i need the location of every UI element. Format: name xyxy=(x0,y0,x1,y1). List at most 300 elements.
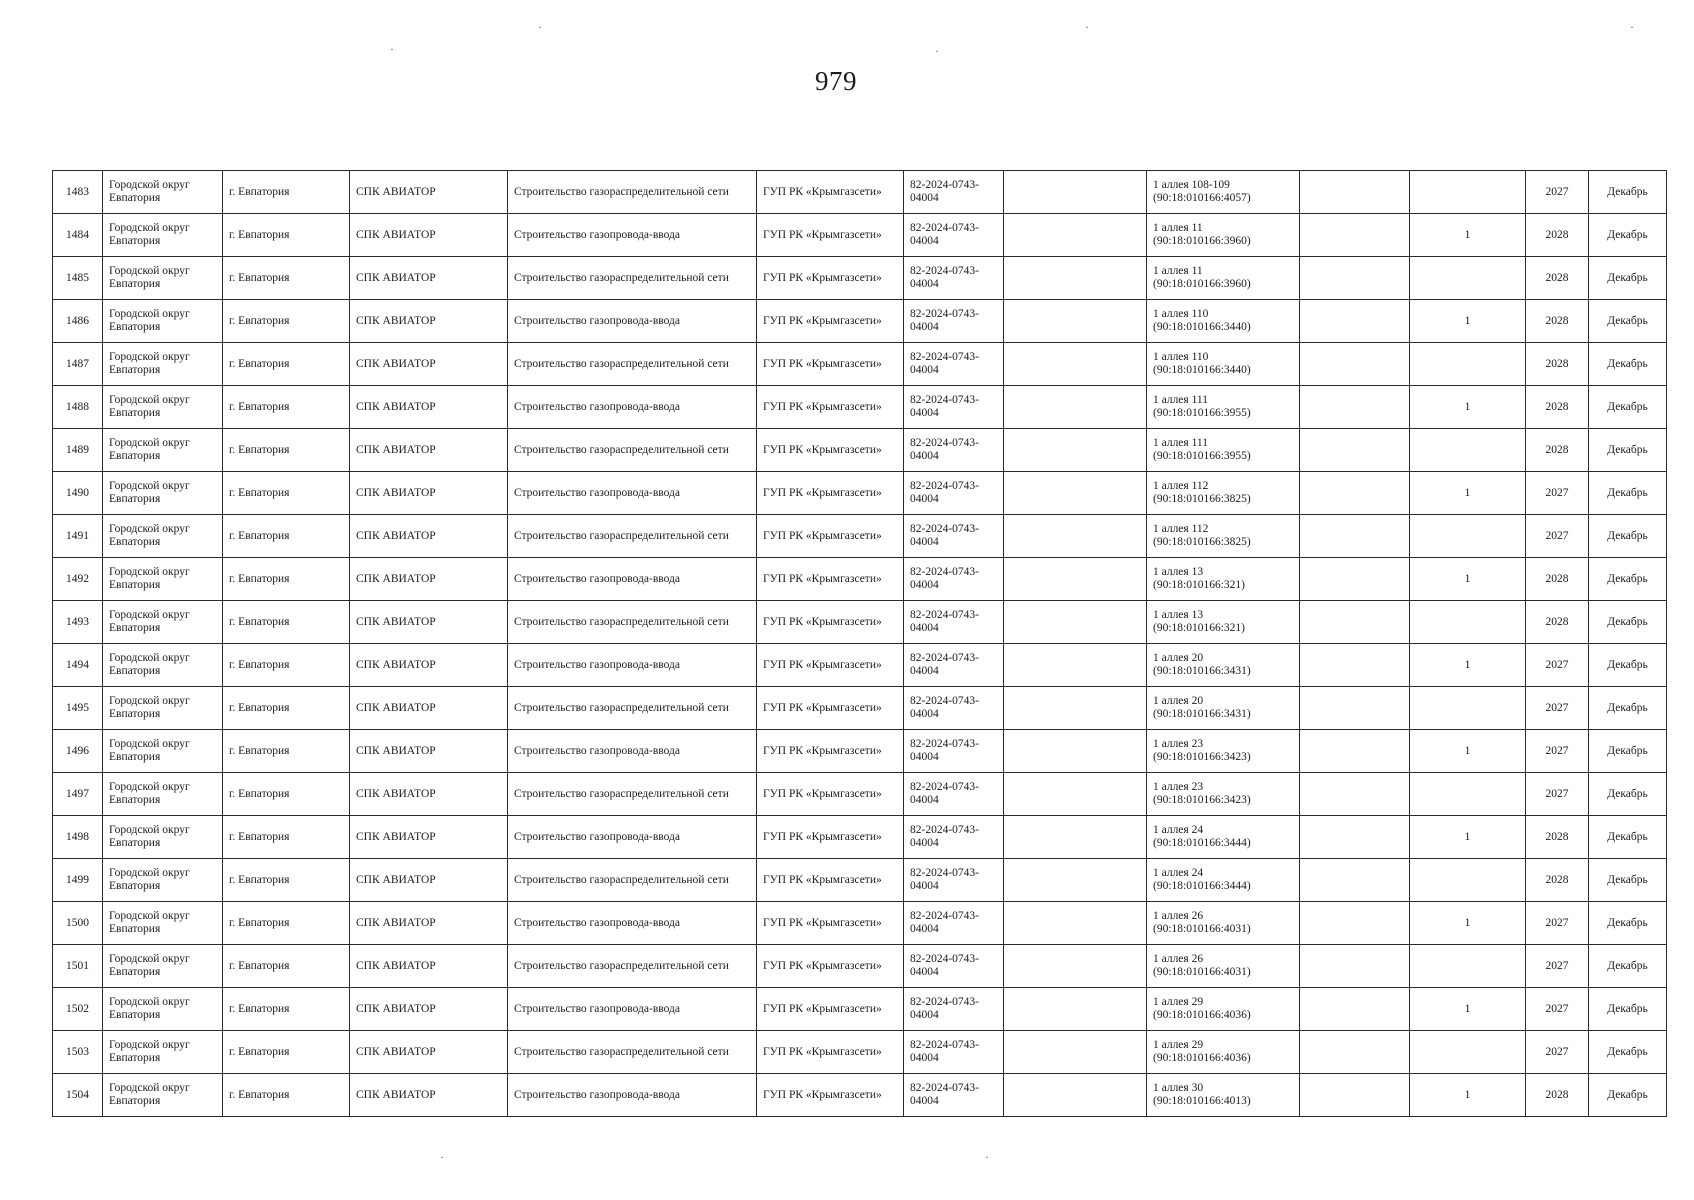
year-cell: 2027 xyxy=(1526,644,1589,687)
work-type-cell: Строительство газораспределительной сети xyxy=(508,343,757,386)
program-code-cell: 82-2024-0743-04004 xyxy=(904,601,1004,644)
address-cell: 1 аллея 20 (90:18:010166:3431) xyxy=(1147,687,1300,730)
month-cell: Декабрь xyxy=(1589,859,1667,902)
row-number: 1488 xyxy=(53,386,103,429)
city-cell: г. Евпатория xyxy=(223,171,350,214)
program-code-cell: 82-2024-0743-04004 xyxy=(904,730,1004,773)
table-row xyxy=(53,1074,1667,1117)
address-cell: 1 аллея 111 (90:18:010166:3955) xyxy=(1147,429,1300,472)
empty-cell xyxy=(1004,343,1147,386)
row-number: 1492 xyxy=(53,558,103,601)
month-cell: Декабрь xyxy=(1589,902,1667,945)
operator-cell: ГУП РК «Крымгазсети» xyxy=(757,644,904,687)
table-row xyxy=(53,601,1667,644)
empty-cell xyxy=(1300,601,1410,644)
address-cell: 1 аллея 26 (90:18:010166:4031) xyxy=(1147,945,1300,988)
operator-cell: ГУП РК «Крымгазсети» xyxy=(757,687,904,730)
work-type-cell: Строительство газопровода-ввода xyxy=(508,988,757,1031)
operator-cell: ГУП РК «Крымгазсети» xyxy=(757,601,904,644)
empty-cell xyxy=(1300,343,1410,386)
scan-speck: · xyxy=(1085,20,1089,34)
program-code-cell: 82-2024-0743-04004 xyxy=(904,1074,1004,1117)
operator-cell: ГУП РК «Крымгазсети» xyxy=(757,945,904,988)
city-cell: г. Евпатория xyxy=(223,472,350,515)
year-cell: 2028 xyxy=(1526,257,1589,300)
quantity-cell: 1 xyxy=(1410,300,1526,343)
work-type-cell: Строительство газопровода-ввода xyxy=(508,1074,757,1117)
scan-speck: · xyxy=(538,20,542,34)
empty-cell xyxy=(1004,773,1147,816)
year-cell: 2027 xyxy=(1526,902,1589,945)
empty-cell xyxy=(1300,945,1410,988)
operator-cell: ГУП РК «Крымгазсети» xyxy=(757,343,904,386)
table-row xyxy=(53,773,1667,816)
month-cell: Декабрь xyxy=(1589,171,1667,214)
empty-cell xyxy=(1004,515,1147,558)
district-cell: Городской округ Евпатория xyxy=(103,601,223,644)
row-number: 1504 xyxy=(53,1074,103,1117)
district-cell: Городской округ Евпатория xyxy=(103,386,223,429)
program-code-cell: 82-2024-0743-04004 xyxy=(904,429,1004,472)
empty-cell xyxy=(1300,644,1410,687)
district-cell: Городской округ Евпатория xyxy=(103,300,223,343)
organization-cell: СПК АВИАТОР xyxy=(350,945,508,988)
empty-cell xyxy=(1300,171,1410,214)
year-cell: 2027 xyxy=(1526,945,1589,988)
work-type-cell: Строительство газопровода-ввода xyxy=(508,902,757,945)
work-type-cell: Строительство газопровода-ввода xyxy=(508,214,757,257)
address-cell: 1 аллея 24 (90:18:010166:3444) xyxy=(1147,816,1300,859)
district-cell: Городской округ Евпатория xyxy=(103,1031,223,1074)
empty-cell xyxy=(1300,1031,1410,1074)
district-cell: Городской округ Евпатория xyxy=(103,859,223,902)
address-cell: 1 аллея 30 (90:18:010166:4013) xyxy=(1147,1074,1300,1117)
row-number: 1486 xyxy=(53,300,103,343)
operator-cell: ГУП РК «Крымгазсети» xyxy=(757,988,904,1031)
city-cell: г. Евпатория xyxy=(223,558,350,601)
month-cell: Декабрь xyxy=(1589,945,1667,988)
quantity-cell xyxy=(1410,1031,1526,1074)
empty-cell xyxy=(1300,386,1410,429)
empty-cell xyxy=(1004,601,1147,644)
table-row xyxy=(53,644,1667,687)
year-cell: 2027 xyxy=(1526,515,1589,558)
row-number: 1502 xyxy=(53,988,103,1031)
organization-cell: СПК АВИАТОР xyxy=(350,429,508,472)
operator-cell: ГУП РК «Крымгазсети» xyxy=(757,429,904,472)
district-cell: Городской округ Евпатория xyxy=(103,257,223,300)
empty-cell xyxy=(1300,300,1410,343)
empty-cell xyxy=(1300,902,1410,945)
year-cell: 2028 xyxy=(1526,300,1589,343)
organization-cell: СПК АВИАТОР xyxy=(350,515,508,558)
program-code-cell: 82-2024-0743-04004 xyxy=(904,644,1004,687)
year-cell: 2027 xyxy=(1526,1031,1589,1074)
quantity-cell: 1 xyxy=(1410,386,1526,429)
district-cell: Городской округ Евпатория xyxy=(103,515,223,558)
empty-cell xyxy=(1300,730,1410,773)
empty-cell xyxy=(1300,859,1410,902)
year-cell: 2027 xyxy=(1526,773,1589,816)
scan-speck: · xyxy=(985,1150,989,1164)
district-cell: Городской округ Евпатория xyxy=(103,429,223,472)
empty-cell xyxy=(1004,816,1147,859)
work-type-cell: Строительство газораспределительной сети xyxy=(508,1031,757,1074)
address-cell: 1 аллея 11 (90:18:010166:3960) xyxy=(1147,257,1300,300)
quantity-cell: 1 xyxy=(1410,558,1526,601)
operator-cell: ГУП РК «Крымгазсети» xyxy=(757,257,904,300)
row-number: 1497 xyxy=(53,773,103,816)
empty-cell xyxy=(1004,257,1147,300)
year-cell: 2028 xyxy=(1526,558,1589,601)
quantity-cell xyxy=(1410,171,1526,214)
empty-cell xyxy=(1004,429,1147,472)
address-cell: 1 аллея 108-109 (90:18:010166:4057) xyxy=(1147,171,1300,214)
year-cell: 2027 xyxy=(1526,730,1589,773)
district-cell: Городской округ Евпатория xyxy=(103,171,223,214)
work-type-cell: Строительство газопровода-ввода xyxy=(508,472,757,515)
month-cell: Декабрь xyxy=(1589,816,1667,859)
program-code-cell: 82-2024-0743-04004 xyxy=(904,257,1004,300)
organization-cell: СПК АВИАТОР xyxy=(350,300,508,343)
district-cell: Городской округ Евпатория xyxy=(103,730,223,773)
address-cell: 1 аллея 29 (90:18:010166:4036) xyxy=(1147,1031,1300,1074)
quantity-cell xyxy=(1410,257,1526,300)
operator-cell: ГУП РК «Крымгазсети» xyxy=(757,515,904,558)
row-number: 1483 xyxy=(53,171,103,214)
operator-cell: ГУП РК «Крымгазсети» xyxy=(757,859,904,902)
address-cell: 1 аллея 26 (90:18:010166:4031) xyxy=(1147,902,1300,945)
district-cell: Городской округ Евпатория xyxy=(103,472,223,515)
quantity-cell: 1 xyxy=(1410,902,1526,945)
district-cell: Городской округ Евпатория xyxy=(103,773,223,816)
empty-cell xyxy=(1300,1074,1410,1117)
organization-cell: СПК АВИАТОР xyxy=(350,859,508,902)
address-cell: 1 аллея 110 (90:18:010166:3440) xyxy=(1147,300,1300,343)
year-cell: 2028 xyxy=(1526,386,1589,429)
organization-cell: СПК АВИАТОР xyxy=(350,601,508,644)
address-cell: 1 аллея 13 (90:18:010166:321) xyxy=(1147,558,1300,601)
operator-cell: ГУП РК «Крымгазсети» xyxy=(757,472,904,515)
empty-cell xyxy=(1300,816,1410,859)
quantity-cell xyxy=(1410,859,1526,902)
row-number: 1500 xyxy=(53,902,103,945)
organization-cell: СПК АВИАТОР xyxy=(350,773,508,816)
program-code-cell: 82-2024-0743-04004 xyxy=(904,171,1004,214)
empty-cell xyxy=(1004,902,1147,945)
quantity-cell xyxy=(1410,945,1526,988)
program-code-cell: 82-2024-0743-04004 xyxy=(904,1031,1004,1074)
quantity-cell xyxy=(1410,343,1526,386)
month-cell: Декабрь xyxy=(1589,472,1667,515)
year-cell: 2027 xyxy=(1526,988,1589,1031)
address-cell: 1 аллея 20 (90:18:010166:3431) xyxy=(1147,644,1300,687)
organization-cell: СПК АВИАТОР xyxy=(350,1031,508,1074)
address-cell: 1 аллея 23 (90:18:010166:3423) xyxy=(1147,773,1300,816)
operator-cell: ГУП РК «Крымгазсети» xyxy=(757,171,904,214)
empty-cell xyxy=(1300,773,1410,816)
year-cell: 2027 xyxy=(1526,472,1589,515)
work-type-cell: Строительство газораспределительной сети xyxy=(508,171,757,214)
row-number: 1494 xyxy=(53,644,103,687)
empty-cell xyxy=(1300,515,1410,558)
table-row xyxy=(53,171,1667,214)
program-code-cell: 82-2024-0743-04004 xyxy=(904,300,1004,343)
address-cell: 1 аллея 23 (90:18:010166:3423) xyxy=(1147,730,1300,773)
empty-cell xyxy=(1300,558,1410,601)
month-cell: Декабрь xyxy=(1589,214,1667,257)
quantity-cell: 1 xyxy=(1410,472,1526,515)
district-cell: Городской округ Евпатория xyxy=(103,343,223,386)
row-number: 1487 xyxy=(53,343,103,386)
table-row xyxy=(53,429,1667,472)
organization-cell: СПК АВИАТОР xyxy=(350,1074,508,1117)
table-row xyxy=(53,257,1667,300)
year-cell: 2027 xyxy=(1526,687,1589,730)
work-type-cell: Строительство газораспределительной сети xyxy=(508,773,757,816)
quantity-cell xyxy=(1410,429,1526,472)
month-cell: Декабрь xyxy=(1589,1074,1667,1117)
month-cell: Декабрь xyxy=(1589,1031,1667,1074)
organization-cell: СПК АВИАТОР xyxy=(350,472,508,515)
organization-cell: СПК АВИАТОР xyxy=(350,730,508,773)
scan-speck: · xyxy=(390,42,394,56)
table-row xyxy=(53,730,1667,773)
operator-cell: ГУП РК «Крымгазсети» xyxy=(757,902,904,945)
program-code-cell: 82-2024-0743-04004 xyxy=(904,515,1004,558)
organization-cell: СПК АВИАТОР xyxy=(350,644,508,687)
district-cell: Городской округ Евпатория xyxy=(103,558,223,601)
operator-cell: ГУП РК «Крымгазсети» xyxy=(757,558,904,601)
district-cell: Городской округ Евпатория xyxy=(103,988,223,1031)
month-cell: Декабрь xyxy=(1589,730,1667,773)
work-type-cell: Строительство газораспределительной сети xyxy=(508,515,757,558)
table-row xyxy=(53,558,1667,601)
address-cell: 1 аллея 11 (90:18:010166:3960) xyxy=(1147,214,1300,257)
row-number: 1493 xyxy=(53,601,103,644)
city-cell: г. Евпатория xyxy=(223,816,350,859)
month-cell: Декабрь xyxy=(1589,644,1667,687)
table-row xyxy=(53,300,1667,343)
row-number: 1498 xyxy=(53,816,103,859)
program-code-cell: 82-2024-0743-04004 xyxy=(904,472,1004,515)
empty-cell xyxy=(1004,558,1147,601)
quantity-cell: 1 xyxy=(1410,214,1526,257)
organization-cell: СПК АВИАТОР xyxy=(350,257,508,300)
quantity-cell: 1 xyxy=(1410,1074,1526,1117)
address-cell: 1 аллея 110 (90:18:010166:3440) xyxy=(1147,343,1300,386)
month-cell: Декабрь xyxy=(1589,257,1667,300)
quantity-cell xyxy=(1410,687,1526,730)
month-cell: Декабрь xyxy=(1589,429,1667,472)
table-row xyxy=(53,945,1667,988)
work-type-cell: Строительство газораспределительной сети xyxy=(508,687,757,730)
row-number: 1496 xyxy=(53,730,103,773)
table-row xyxy=(53,816,1667,859)
year-cell: 2028 xyxy=(1526,816,1589,859)
operator-cell: ГУП РК «Крымгазсети» xyxy=(757,816,904,859)
program-code-cell: 82-2024-0743-04004 xyxy=(904,816,1004,859)
table-row xyxy=(53,902,1667,945)
address-cell: 1 аллея 13 (90:18:010166:321) xyxy=(1147,601,1300,644)
quantity-cell xyxy=(1410,773,1526,816)
empty-cell xyxy=(1004,214,1147,257)
empty-cell xyxy=(1300,988,1410,1031)
organization-cell: СПК АВИАТОР xyxy=(350,343,508,386)
operator-cell: ГУП РК «Крымгазсети» xyxy=(757,386,904,429)
city-cell: г. Евпатория xyxy=(223,257,350,300)
empty-cell xyxy=(1004,300,1147,343)
empty-cell xyxy=(1004,644,1147,687)
district-cell: Городской округ Евпатория xyxy=(103,816,223,859)
quantity-cell xyxy=(1410,601,1526,644)
work-type-cell: Строительство газопровода-ввода xyxy=(508,644,757,687)
row-number: 1485 xyxy=(53,257,103,300)
work-type-cell: Строительство газораспределительной сети xyxy=(508,945,757,988)
page-number: 979 xyxy=(815,66,857,96)
quantity-cell: 1 xyxy=(1410,988,1526,1031)
organization-cell: СПК АВИАТОР xyxy=(350,816,508,859)
operator-cell: ГУП РК «Крымгазсети» xyxy=(757,730,904,773)
work-type-cell: Строительство газопровода-ввода xyxy=(508,816,757,859)
district-cell: Городской округ Евпатория xyxy=(103,214,223,257)
city-cell: г. Евпатория xyxy=(223,300,350,343)
empty-cell xyxy=(1300,687,1410,730)
month-cell: Декабрь xyxy=(1589,601,1667,644)
address-cell: 1 аллея 29 (90:18:010166:4036) xyxy=(1147,988,1300,1031)
empty-cell xyxy=(1004,386,1147,429)
year-cell: 2028 xyxy=(1526,343,1589,386)
empty-cell xyxy=(1004,730,1147,773)
empty-cell xyxy=(1004,1031,1147,1074)
work-type-cell: Строительство газораспределительной сети xyxy=(508,429,757,472)
city-cell: г. Евпатория xyxy=(223,386,350,429)
year-cell: 2028 xyxy=(1526,1074,1589,1117)
table-row xyxy=(53,343,1667,386)
empty-cell xyxy=(1004,687,1147,730)
empty-cell xyxy=(1004,988,1147,1031)
organization-cell: СПК АВИАТОР xyxy=(350,902,508,945)
city-cell: г. Евпатория xyxy=(223,687,350,730)
row-number: 1490 xyxy=(53,472,103,515)
empty-cell xyxy=(1004,859,1147,902)
operator-cell: ГУП РК «Крымгазсети» xyxy=(757,1031,904,1074)
month-cell: Декабрь xyxy=(1589,988,1667,1031)
empty-cell xyxy=(1300,257,1410,300)
city-cell: г. Евпатория xyxy=(223,988,350,1031)
registry-rows xyxy=(53,171,1667,1117)
work-type-cell: Строительство газопровода-ввода xyxy=(508,300,757,343)
district-cell: Городской округ Евпатория xyxy=(103,644,223,687)
empty-cell xyxy=(1300,472,1410,515)
program-code-cell: 82-2024-0743-04004 xyxy=(904,558,1004,601)
row-number: 1489 xyxy=(53,429,103,472)
table-row xyxy=(53,472,1667,515)
table-row xyxy=(53,988,1667,1031)
organization-cell: СПК АВИАТОР xyxy=(350,988,508,1031)
row-number: 1491 xyxy=(53,515,103,558)
table-row xyxy=(53,859,1667,902)
organization-cell: СПК АВИАТОР xyxy=(350,171,508,214)
operator-cell: ГУП РК «Крымгазсети» xyxy=(757,1074,904,1117)
empty-cell xyxy=(1004,171,1147,214)
year-cell: 2028 xyxy=(1526,859,1589,902)
organization-cell: СПК АВИАТОР xyxy=(350,558,508,601)
city-cell: г. Евпатория xyxy=(223,859,350,902)
empty-cell xyxy=(1300,214,1410,257)
row-number: 1495 xyxy=(53,687,103,730)
program-code-cell: 82-2024-0743-04004 xyxy=(904,988,1004,1031)
city-cell: г. Евпатория xyxy=(223,515,350,558)
row-number: 1499 xyxy=(53,859,103,902)
district-cell: Городской округ Евпатория xyxy=(103,945,223,988)
district-cell: Городской округ Евпатория xyxy=(103,687,223,730)
month-cell: Декабрь xyxy=(1589,558,1667,601)
quantity-cell xyxy=(1410,515,1526,558)
program-code-cell: 82-2024-0743-04004 xyxy=(904,386,1004,429)
program-code-cell: 82-2024-0743-04004 xyxy=(904,773,1004,816)
program-code-cell: 82-2024-0743-04004 xyxy=(904,902,1004,945)
quantity-cell: 1 xyxy=(1410,816,1526,859)
row-number: 1484 xyxy=(53,214,103,257)
city-cell: г. Евпатория xyxy=(223,902,350,945)
organization-cell: СПК АВИАТОР xyxy=(350,687,508,730)
month-cell: Декабрь xyxy=(1589,687,1667,730)
table-row xyxy=(53,515,1667,558)
work-type-cell: Строительство газораспределительной сети xyxy=(508,257,757,300)
scan-speck: · xyxy=(1630,20,1634,34)
program-code-cell: 82-2024-0743-04004 xyxy=(904,214,1004,257)
table-row xyxy=(53,214,1667,257)
work-type-cell: Строительство газопровода-ввода xyxy=(508,558,757,601)
month-cell: Декабрь xyxy=(1589,773,1667,816)
table-row xyxy=(53,386,1667,429)
city-cell: г. Евпатория xyxy=(223,1031,350,1074)
month-cell: Декабрь xyxy=(1589,386,1667,429)
operator-cell: ГУП РК «Крымгазсети» xyxy=(757,214,904,257)
city-cell: г. Евпатория xyxy=(223,214,350,257)
city-cell: г. Евпатория xyxy=(223,945,350,988)
month-cell: Декабрь xyxy=(1589,515,1667,558)
district-cell: Городской округ Евпатория xyxy=(103,1074,223,1117)
address-cell: 1 аллея 112 (90:18:010166:3825) xyxy=(1147,515,1300,558)
registry-table xyxy=(52,170,1667,1117)
month-cell: Декабрь xyxy=(1589,343,1667,386)
city-cell: г. Евпатория xyxy=(223,773,350,816)
month-cell: Декабрь xyxy=(1589,300,1667,343)
city-cell: г. Евпатория xyxy=(223,730,350,773)
program-code-cell: 82-2024-0743-04004 xyxy=(904,859,1004,902)
city-cell: г. Евпатория xyxy=(223,1074,350,1117)
row-number: 1501 xyxy=(53,945,103,988)
quantity-cell: 1 xyxy=(1410,730,1526,773)
empty-cell xyxy=(1004,945,1147,988)
year-cell: 2028 xyxy=(1526,601,1589,644)
program-code-cell: 82-2024-0743-04004 xyxy=(904,343,1004,386)
program-code-cell: 82-2024-0743-04004 xyxy=(904,687,1004,730)
year-cell: 2028 xyxy=(1526,429,1589,472)
table-row xyxy=(53,1031,1667,1074)
city-cell: г. Евпатория xyxy=(223,644,350,687)
district-cell: Городской округ Евпатория xyxy=(103,902,223,945)
program-code-cell: 82-2024-0743-04004 xyxy=(904,945,1004,988)
operator-cell: ГУП РК «Крымгазсети» xyxy=(757,773,904,816)
work-type-cell: Строительство газораспределительной сети xyxy=(508,601,757,644)
row-number: 1503 xyxy=(53,1031,103,1074)
year-cell: 2028 xyxy=(1526,214,1589,257)
year-cell: 2027 xyxy=(1526,171,1589,214)
address-cell: 1 аллея 112 (90:18:010166:3825) xyxy=(1147,472,1300,515)
